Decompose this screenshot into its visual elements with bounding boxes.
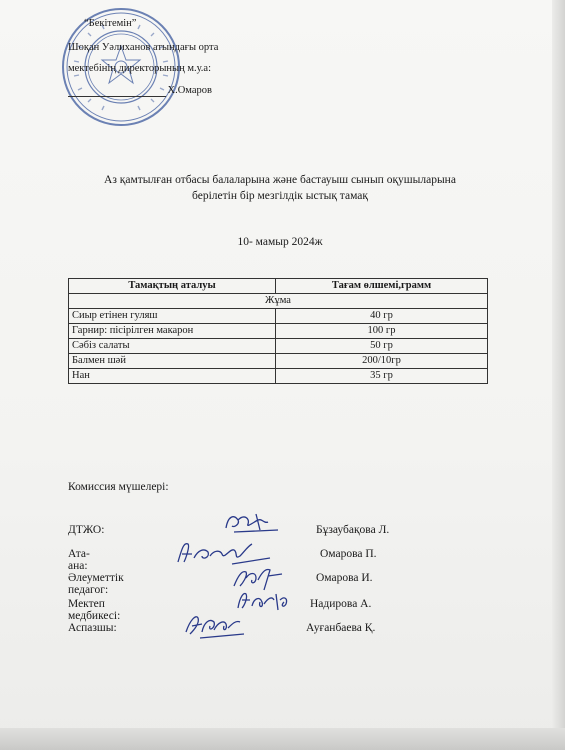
dish-name: Нан [69, 369, 276, 384]
menu-table [68, 278, 488, 384]
approval-school-name: Шоқан Уәлиханов атындағы орта [68, 42, 219, 53]
dish-name: Сиыр етінен гуляш [69, 309, 276, 324]
member-name: Ауғанбаева Қ. [306, 622, 376, 634]
dish-amount: 50 гр [276, 339, 488, 354]
dish-name: Балмен шәй [69, 354, 276, 369]
dish-amount: 35 гр [276, 369, 488, 384]
member-signature [220, 508, 280, 536]
title-line-2: берілетін бір мезгілдік ыстық тамақ [192, 190, 368, 202]
commission-title: Комиссия мүшелері: [68, 481, 169, 493]
table-day-row [69, 294, 488, 309]
page-edge-shadow-right [552, 0, 565, 750]
day-label: Жұма [69, 294, 488, 309]
member-role: Аспазшы: [68, 622, 117, 634]
member-name: Надирова А. [310, 598, 372, 610]
dish-name: Гарнир: пісірілген макарон [69, 324, 276, 339]
dish-amount: 40 гр [276, 309, 488, 324]
approval-heading: “Бекітемін” [84, 18, 137, 29]
table-row [69, 339, 488, 354]
column-header-amount: Тағам өлшемі,грамм [276, 279, 488, 294]
column-header-dish: Тамақтың аталуы [69, 279, 276, 294]
table-row [69, 354, 488, 369]
approval-director-name: Х.Омаров [167, 85, 212, 96]
member-role: Әлеуметтік педагог: [68, 572, 124, 596]
member-name: Омарова П. [320, 548, 377, 560]
table-header-row [69, 279, 488, 294]
table-row [69, 369, 488, 384]
dish-amount: 100 гр [276, 324, 488, 339]
member-name: Бұзаубақова Л. [316, 524, 390, 536]
member-name: Омарова И. [316, 572, 373, 584]
dish-amount: 200/10гр [276, 354, 488, 369]
page-edge-shadow-bottom [0, 728, 565, 750]
member-role: Ата-ана: [68, 548, 90, 572]
member-signature [180, 608, 246, 642]
document-date: 10- мамыр 2024ж [237, 236, 323, 248]
table-row [69, 324, 488, 339]
title-line-1: Аз қамтылған отбасы балаларына және бастауыш сынып оқушыларына [104, 174, 456, 186]
member-role: ДТЖО: [68, 524, 105, 536]
table-row [69, 309, 488, 324]
dish-name: Сәбіз салаты [69, 339, 276, 354]
member-role: Мектеп медбикесі: [68, 598, 121, 622]
document-title [40, 172, 520, 204]
approval-director-title: мектебінің директорының м.у.а: [68, 63, 211, 74]
